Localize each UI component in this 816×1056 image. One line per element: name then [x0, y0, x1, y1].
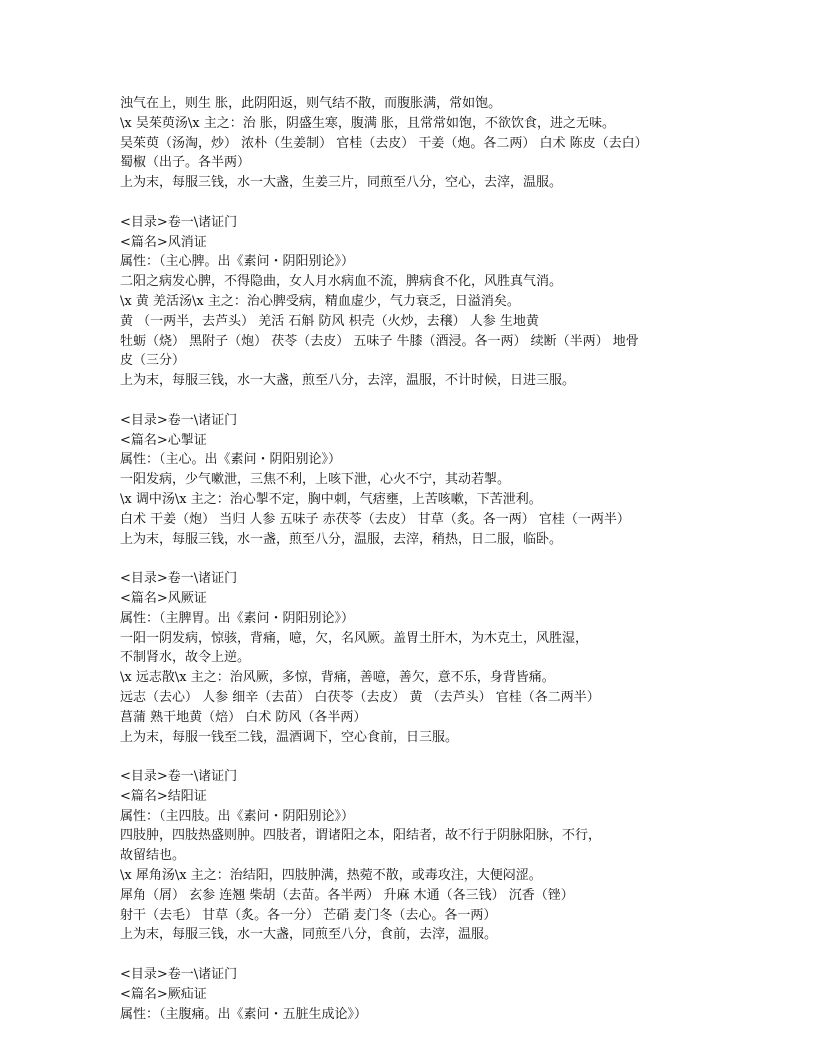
text-line: 上为末，每服三钱，水一大盏，生姜三片，同煎至八分，空心，去滓，温服。	[120, 175, 563, 191]
text-line: 牡蛎（烧） 黑附子（炮） 茯苓（去皮） 五味子 牛膝（酒浸。各一两） 续断（半两） 地骨	[120, 333, 639, 349]
text-line: 菖蒲 熟干地黄（焙） 白术 防风（各半两）	[120, 709, 367, 725]
text-line: 吴茱萸（汤淘，炒） 浓朴（生姜制） 官桂（去皮） 干姜（炮。各二两） 白术 陈皮（去白）	[120, 135, 648, 151]
text-line: \x 远志散\x 主之：治风厥，多惊，背痛，善噫，善欠，意不乐，身背皆痛。	[120, 670, 555, 686]
text-line: \x 调中汤\x 主之：治心掣不定，胸中刺，气痞壅，上苦咳嗽，下苦泄利。	[120, 491, 542, 507]
text-line: 上为末，每服三钱，水一大盏，煎至八分，去滓，温服，不计时候，日进三服。	[120, 373, 576, 389]
text-line: 白术 干姜（炮） 当归 人参 五味子 赤茯苓（去皮） 甘草（炙。各一两） 官桂（一两半）	[120, 511, 630, 527]
text-line: <篇名>风厥证	[120, 590, 207, 606]
text-line: 属性：（主心。出《素问・阴阳别论》）	[120, 452, 342, 468]
text-line: 浊气在上，则生 胀，此阴阳返，则气结不散，而腹胀满，常如饱。	[120, 96, 502, 111]
text-line: 二阳之病发心脾，不得隐曲，女人月水病血不流，脾病食不化，风胜真气消。	[120, 274, 563, 290]
text-line: <篇名>厥疝证	[120, 986, 207, 1002]
blank-line	[120, 549, 710, 569]
text-line: 属性：（主心脾。出《素问・阴阳别论》）	[120, 254, 355, 270]
text-line: 一阳一阴发病，惊骇，背痛，噫，欠，名风厥。盖胃土肝木，为木克土，风胜湿，	[120, 630, 589, 646]
text-line: <篇名>心掣证	[120, 432, 207, 448]
text-line: 属性：（主四肢。出《素问・阴阳别论》）	[120, 808, 355, 824]
text-line: 射干（去毛） 甘草（炙。各一分） 芒硝 麦门冬（去心。各一两）	[120, 907, 497, 923]
document-body	[120, 94, 710, 1024]
text-line: <篇名>结阳证	[120, 788, 207, 804]
text-line: 犀角（屑） 玄参 连翘 柴胡（去苗。各半两） 升麻 木通（各三钱） 沉香（锉）	[120, 887, 574, 903]
blank-line	[120, 391, 710, 411]
text-line: 皮（三分）	[120, 353, 186, 369]
text-line: 黄 （一两半，去芦头） 羌活 石斛 防风 枳壳（火炒，去穣） 人参 生地黄	[120, 313, 539, 329]
text-line: 故留结也。	[120, 848, 186, 864]
text-line: \x 吴茱萸汤\x 主之：治 胀，阴盛生寒，腹满 胀，且常常如饱，不欲饮食，进之无味。	[120, 115, 615, 131]
text-line: 远志（去心） 人参 细辛（去苗） 白茯苓（去皮） 黄 （去芦头） 官桂（各二两半）	[120, 689, 600, 705]
text-line: 属性：（主脾胃。出《素问・阴阳别论》）	[120, 610, 355, 626]
text-line: 四肢肿，四肢热盛则肿。四肢者，谓诸阳之本，阳结者，故不行于阴脉阳脉，不行，	[120, 828, 602, 844]
text-line: <目录>卷一\诸证门	[120, 769, 238, 785]
text-line: 一阳发病，少气嗽泄，三焦不利，上咳下泄，心火不宁，其动若掣。	[120, 472, 511, 488]
text-line: <目录>卷一\诸证门	[120, 571, 238, 587]
blank-line	[120, 747, 710, 767]
text-line: <目录>卷一\诸证门	[120, 214, 238, 230]
text-line: \x 犀角汤\x 主之：治结阳，四肢肿满，热菀不散，或毒攻注，大便闷涩。	[120, 868, 542, 884]
text-line: <目录>卷一\诸证门	[120, 412, 238, 428]
text-line: 上为末，每服三钱，水一盏，煎至八分，温服，去滓，稍热，日二服，临卧。	[120, 531, 563, 547]
text-line: 属性：（主腹痛。出《素问・五脏生成论》）	[120, 1006, 368, 1022]
text-line: 不制肾水，故令上逆。	[120, 650, 251, 666]
text-line: \x 黄 羌活汤\x 主之：治心脾受病，精血虚少，气力衰乏，日溢消矣。	[120, 293, 520, 309]
text-line: <篇名>风消证	[120, 234, 207, 250]
blank-line	[120, 193, 710, 213]
text-line: 上为末，每服三钱，水一大盏，同煎至八分，食前，去滓，温服。	[120, 927, 498, 943]
text-line: <目录>卷一\诸证门	[120, 967, 238, 983]
text-line: 蜀椒（出子。各半两）	[120, 155, 251, 171]
text-line: 上为末，每服一钱至二钱，温酒调下，空心食前，日三服。	[120, 729, 459, 745]
blank-line	[120, 945, 710, 965]
